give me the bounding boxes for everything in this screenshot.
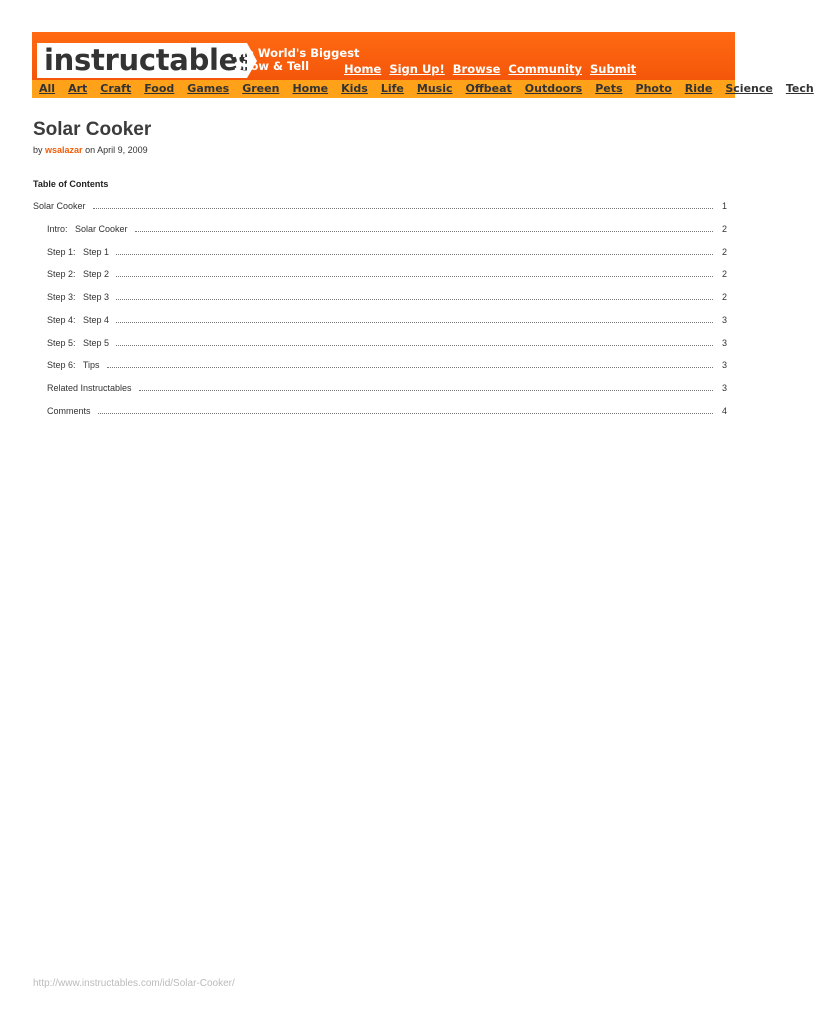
toc-page-number: 2	[717, 269, 727, 279]
toc-dot-leader	[116, 315, 713, 323]
nav-link-sign-up[interactable]: Sign Up!	[389, 62, 445, 76]
toc-page-number: 3	[717, 360, 727, 370]
page-title: Solar Cooker	[33, 119, 152, 140]
site-tagline	[230, 47, 360, 73]
category-link-offbeat[interactable]: Offbeat	[465, 82, 512, 95]
category-link-photo[interactable]: Photo	[635, 82, 672, 95]
toc-dot-leader	[116, 338, 713, 346]
top-nav	[344, 62, 636, 76]
tagline-line-1: The World's Biggest	[230, 46, 360, 60]
toc-page-number: 2	[717, 292, 727, 302]
category-link-green[interactable]: Green	[242, 82, 280, 95]
nav-link-community[interactable]: Community	[508, 62, 583, 76]
category-link-ride[interactable]: Ride	[684, 82, 713, 95]
category-link-art[interactable]: Art	[68, 82, 88, 95]
nav-link-browse[interactable]: Browse	[452, 62, 501, 76]
toc-entry[interactable]	[33, 292, 727, 315]
category-link-music[interactable]: Music	[416, 82, 453, 95]
toc-entry-label: Related Instructables	[47, 383, 135, 393]
toc-entry-label: Solar Cooker	[33, 201, 89, 211]
toc-entry[interactable]	[33, 247, 727, 270]
toc-dot-leader	[116, 269, 713, 277]
toc-page-number: 4	[717, 406, 727, 416]
category-link-food[interactable]: Food	[144, 82, 175, 95]
nav-link-home[interactable]: Home	[344, 62, 382, 76]
category-link-outdoors[interactable]: Outdoors	[524, 82, 583, 95]
toc-entry-label: Intro: Solar Cooker	[47, 224, 131, 234]
category-link-games[interactable]: Games	[187, 82, 230, 95]
footer-url[interactable]: http://www.instructables.com/id/Solar-Cooker/	[33, 978, 235, 989]
toc-page-number: 3	[717, 338, 727, 348]
category-link-craft[interactable]: Craft	[100, 82, 132, 95]
toc-dot-leader	[139, 383, 713, 391]
toc-dot-leader	[107, 360, 713, 368]
toc-dot-leader	[135, 224, 713, 232]
category-bar	[32, 80, 814, 98]
toc-entry[interactable]	[33, 360, 727, 383]
byline	[33, 145, 148, 155]
site-logo[interactable]	[37, 43, 256, 78]
category-link-science[interactable]: Science	[725, 82, 773, 95]
toc-entry[interactable]	[33, 383, 727, 406]
site-header	[32, 32, 814, 98]
toc-dot-leader	[93, 201, 713, 209]
toc-entry-label: Step 4: Step 4	[47, 315, 112, 325]
category-link-home[interactable]: Home	[292, 82, 329, 95]
author-link[interactable]: wsalazar	[45, 145, 83, 155]
category-link-life[interactable]: Life	[380, 82, 404, 95]
toc-page-number: 2	[717, 247, 727, 257]
toc-heading: Table of Contents	[33, 179, 109, 189]
toc-entry-label: Step 1: Step 1	[47, 247, 112, 257]
toc-entry[interactable]	[33, 201, 727, 224]
toc-page-number: 3	[717, 315, 727, 325]
toc-entry[interactable]	[33, 406, 727, 429]
toc-page-number: 3	[717, 383, 727, 393]
tagline-line-2: Show & Tell	[234, 59, 310, 73]
logo-text: instructables	[44, 43, 256, 77]
toc-entry-label: Step 2: Step 2	[47, 269, 112, 279]
toc-entry[interactable]	[33, 338, 727, 361]
toc-entry[interactable]	[33, 269, 727, 292]
category-link-pets[interactable]: Pets	[595, 82, 623, 95]
nav-link-submit[interactable]: Submit	[590, 62, 637, 76]
category-link-kids[interactable]: Kids	[341, 82, 368, 95]
toc-entry-label: Step 3: Step 3	[47, 292, 112, 302]
category-nav	[39, 82, 827, 95]
toc-dot-leader	[116, 292, 713, 300]
toc-entry-label: Step 6: Tips	[47, 360, 103, 370]
category-link-tech[interactable]: Tech	[785, 82, 814, 95]
toc-dot-leader	[98, 406, 713, 414]
toc-page-number: 2	[717, 224, 727, 234]
byline-prefix: by	[33, 145, 43, 155]
toc-page-number: 1	[717, 201, 727, 211]
toc-entry[interactable]	[33, 315, 727, 338]
toc-dot-leader	[116, 247, 713, 255]
toc-entry-label: Comments	[47, 406, 94, 416]
toc-entry-label: Step 5: Step 5	[47, 338, 112, 348]
category-link-all[interactable]: All	[39, 82, 56, 95]
publish-date: on April 9, 2009	[85, 145, 148, 155]
toc-entry[interactable]	[33, 224, 727, 247]
table-of-contents	[33, 201, 727, 429]
